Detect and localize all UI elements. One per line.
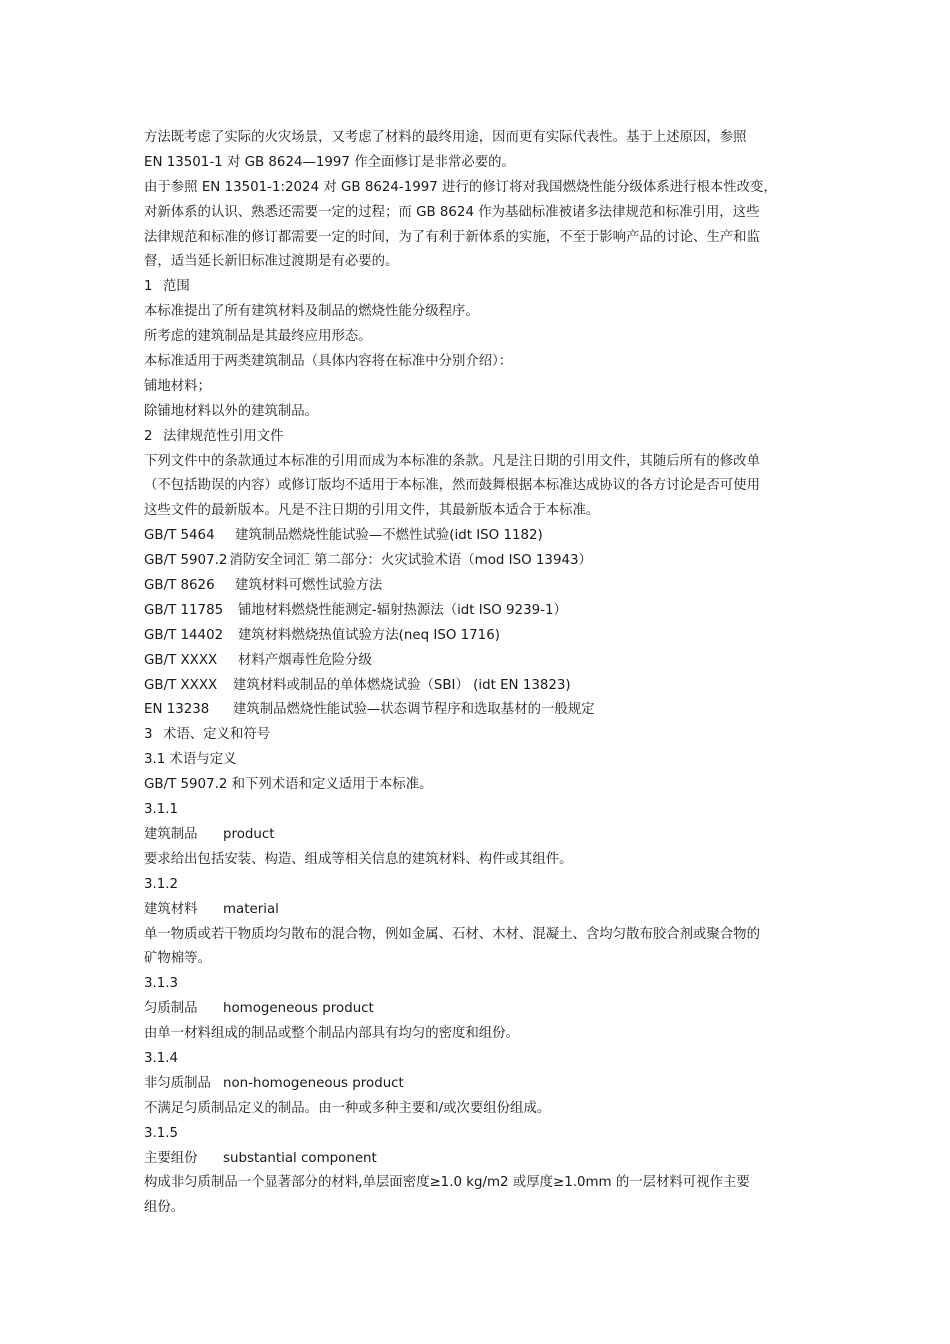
- body-line: GB/T 5907.2 和下列术语和定义适用于本标准。: [144, 777, 433, 793]
- reference-item: [144, 524, 812, 549]
- term-definition: 要求给出包括安装、构造、组成等相关信息的建筑材料、构件或其组件。: [144, 851, 573, 867]
- reference-item: [144, 649, 812, 674]
- reference-code: GB/T 14402: [144, 627, 224, 643]
- reference-code: GB/T XXXX: [144, 652, 218, 668]
- section-number: 3: [144, 727, 153, 743]
- reference-code: GB/T 5464: [144, 528, 215, 544]
- body-line: 这些文件的最新版本。凡是不注日期的引用文件，其最新版本适合于本标准。: [144, 503, 600, 519]
- reference-item: [144, 698, 812, 723]
- body-line: （不包括勘误的内容）或修订版均不适用于本标准，然而鼓舞根据本标准达成协议的各方讨论是否可使用: [144, 478, 760, 494]
- reference-item: [144, 549, 812, 574]
- reference-item: [144, 574, 812, 599]
- section-title: 法律规范性引用文件: [163, 428, 284, 444]
- section-number: 2: [144, 428, 153, 444]
- term-english: homogeneous product: [223, 1001, 374, 1017]
- intro-line: EN 13501-1 对 GB 8624—1997 作全面修订是非常必要的。: [144, 154, 515, 170]
- section-heading: [144, 275, 812, 300]
- section-number: 1: [144, 279, 153, 295]
- body-line: 本标准提出了所有建筑材料及制品的燃烧性能分级程序。: [144, 304, 479, 320]
- term-chinese: 非匀质制品: [144, 1075, 211, 1091]
- reference-item: [144, 674, 812, 699]
- term-chinese: 匀质制品: [144, 1001, 198, 1017]
- term-chinese: 主要组份: [144, 1150, 198, 1166]
- term-english: product: [223, 826, 275, 842]
- intro-paragraphs: [144, 126, 812, 275]
- term-number: 3.1.4: [144, 1050, 179, 1066]
- reference-code: GB/T 5907.2: [144, 553, 228, 569]
- reference-list: [144, 524, 812, 723]
- body-line: 下列文件中的条款通过本标准的引用而成为本标准的条款。凡是注日期的引用文件，其随后所有的修改单: [144, 453, 760, 469]
- term-definition: 由单一材料组成的制品或整个制品内部具有均匀的密度和组份。: [144, 1026, 519, 1042]
- subsection-heading: 3.1 术语与定义: [144, 752, 237, 768]
- term-english: material: [223, 901, 279, 917]
- term-number: 3.1.3: [144, 976, 179, 992]
- document-page: [144, 126, 812, 1221]
- reference-title: 材料产烟毒性危险分级: [238, 652, 372, 668]
- body-line: 铺地材料；: [144, 378, 211, 394]
- reference-title: 建筑材料燃烧热值试验方法(neq ISO 1716): [238, 627, 500, 643]
- term-number: 3.1.2: [144, 876, 179, 892]
- section-3: [144, 723, 812, 1221]
- term-heading: [144, 898, 812, 923]
- reference-code: EN 13238: [144, 702, 210, 718]
- reference-item: [144, 599, 812, 624]
- term-definition: 不满足匀质制品定义的制品。由一种或多种主要和/或次要组份组成。: [144, 1100, 551, 1116]
- term-heading: [144, 823, 812, 848]
- intro-line: 由于参照 EN 13501-1:2024 对 GB 8624-1997 进行的修订将对我国燃烧性能分级体系进行根本性改变，: [144, 179, 777, 195]
- reference-code: GB/T XXXX: [144, 677, 218, 693]
- intro-line: 法律规范和标准的修订都需要一定的时间，为了有利于新体系的实施，不至于影响产品的讨论、生产和监: [144, 229, 760, 245]
- term-heading: [144, 1072, 812, 1097]
- reference-title: 铺地材料燃烧性能测定-辐射热源法（idt ISO 9239-1）: [238, 602, 567, 618]
- reference-title: 建筑材料可燃性试验方法: [235, 578, 383, 594]
- reference-title: 建筑材料或制品的单体燃烧试验（SBI） (idt EN 13823): [233, 677, 571, 693]
- intro-line: 对新体系的认识、熟悉还需要一定的过程；而 GB 8624 作为基础标准被诸多法律规范和标准引用，这些: [144, 204, 760, 220]
- term-definition: 组份。: [144, 1200, 185, 1216]
- intro-line: 督，适当延长新旧标准过渡期是有必要的。: [144, 254, 399, 270]
- reference-item: [144, 624, 812, 649]
- reference-title: 消防安全词汇 第二部分：火灾试验术语（mod ISO 13943）: [229, 553, 592, 569]
- term-definition: 构成非匀质制品一个显著部分的材料,单层面密度≥1.0 kg/m2 或厚度≥1.0mm 的一层材料可视作主要: [144, 1175, 750, 1191]
- term-heading: [144, 997, 812, 1022]
- section-heading: [144, 723, 812, 748]
- term-definition: 矿物棉等。: [144, 951, 211, 967]
- term-definition: 单一物质或若干物质均匀散布的混合物，例如金属、石材、木材、混凝土、含均匀散布胶合剂或聚合物的: [144, 926, 760, 942]
- term-chinese: 建筑材料: [144, 901, 198, 917]
- section-title: 范围: [163, 279, 190, 295]
- term-list: [144, 798, 812, 1221]
- intro-line: 方法既考虑了实际的火灾场景，又考虑了材料的最终用途，因而更有实际代表性。基于上述原因，参照: [144, 130, 747, 145]
- section-2: [144, 425, 812, 724]
- reference-code: GB/T 8626: [144, 578, 215, 594]
- section-title: 术语、定义和符号: [163, 727, 271, 743]
- term-number: 3.1.5: [144, 1125, 179, 1141]
- reference-code: GB/T 11785: [144, 602, 224, 618]
- term-english: non-homogeneous product: [223, 1075, 404, 1091]
- body-line: 所考虑的建筑制品是其最终应用形态。: [144, 329, 372, 345]
- body-line: 本标准适用于两类建筑制品（具体内容将在标准中分别介绍）：: [144, 354, 513, 370]
- section-1: [144, 275, 812, 424]
- term-chinese: 建筑制品: [144, 826, 198, 842]
- term-heading: [144, 1147, 812, 1172]
- body-line: 除铺地材料以外的建筑制品。: [144, 403, 319, 419]
- term-number: 3.1.1: [144, 802, 179, 818]
- reference-title: 建筑制品燃烧性能试验—不燃性试验(idt ISO 1182): [235, 528, 543, 544]
- reference-title: 建筑制品燃烧性能试验—状态调节程序和选取基材的一般规定: [233, 702, 595, 718]
- term-english: substantial component: [223, 1150, 377, 1166]
- section-heading: [144, 425, 812, 450]
